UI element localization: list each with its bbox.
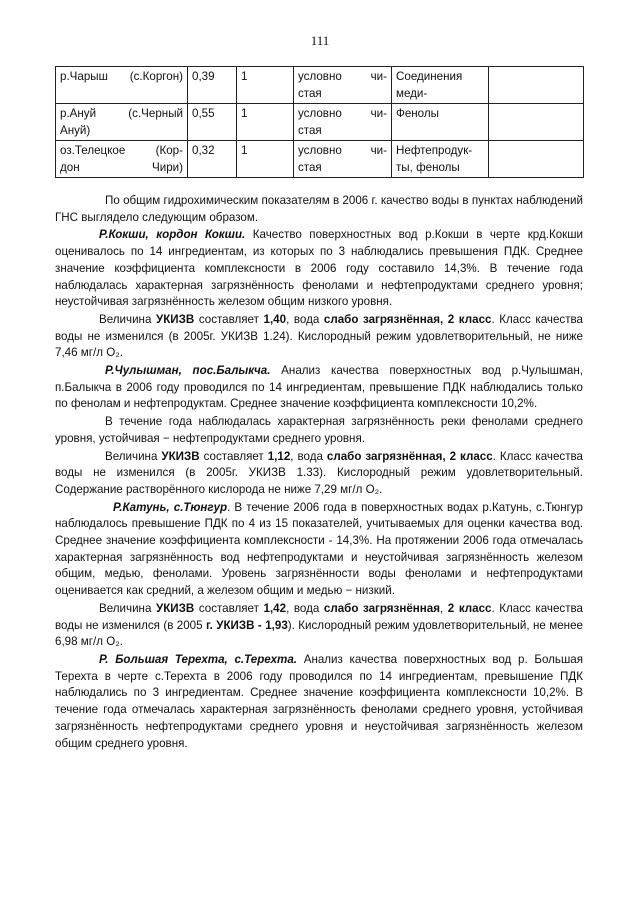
table-cell-pollutant: Соединения меди- [392,67,489,104]
table-cell-station: оз.Телецкое (Кор- дон Чири) [56,141,188,178]
section-chulyshman: Р.Чулышман, пос.Балыкча. Анализ качества поверхностных вод р.Чулышман, п.Балыкча в 2006 году проводился по 14 ингредиентам, превышение ПДК наблюдались только по фенолам и нефтепродуктам. Среднее значение коэффициента комплексности 10,2%. [55,364,583,411]
ukizv-kokshi: Величина УКИЗВ составляет 1,40, вода слабо загрязнённая, 2 класс. Класс качества воды не изменился (в 2005г. УКИЗВ 1.24). Кислородный режим удовлетворительный, не ниже 7,46 мг/л O₂. [55,312,583,360]
ukizv-katun: Величина УКИЗВ составляет 1,42, вода слабо загрязнённая, 2 класс. Класс качества воды не изменился (в 2005 г. УКИЗВ - 1,93). Кислородный режим удовлетворительный, не менее 6,98 мг/л O₂. [55,601,583,649]
section-bolshaya-terekhta: Р. Большая Терехта, с.Терехта. Анализ качества поверхностных вод р. Большая Терехта в черте с.Терехта в 2006 году проводился по 14 ингредиентам, превышение ПДК наблюдались по 3 ингредиентам. Среднее значение коэффициента комплексности 10,2%. В течение года отмечалась характерная загрязнённость фенолами среднего уровня, устойчивая загрязнённость нефтепродуктами среднего уровня и неустойчивая загрязнённость железом общим среднего уровня. [55,652,584,750]
table-cell-empty [489,67,584,104]
table-cell-class: 1 [237,104,294,141]
table-cell-status: условно чи- стая [294,104,392,141]
table-cell-pollutant: Нефтепродук- ты, фенолы [392,141,489,178]
table-cell-value: 0,55 [188,104,237,141]
page-number: 111 [310,33,330,48]
ukizv-chulyshman: Величина УКИЗВ составляет 1,12, вода слабо загрязнённая, 2 класс. Класс качества воды не изменился (в 2005г. УКИЗВ 1.33). Кислородный режим удовлетворительный. Содержание растворённого кислорода не ниже 7,29 мг/л O₂. [55,449,583,496]
intro-paragraph: По общим гидрохимическим показателям в 2006 г. качество воды в пунктах наблюдений ГНС выглядело следующим образом. [55,194,583,224]
table-cell-empty [489,104,584,141]
table-cell-pollutant: Фенолы [392,104,489,141]
table-cell-status: условно чи- стая [294,67,392,104]
section-katun: Р.Катунь, с.Тюнгур. В течение 2006 года в поверхностных водах р.Катунь, с.Тюнгур наблюдалось превышение ПДК по 4 из 15 показателей, учитываемых для оценки качества вод. Среднее значение коэффициента комплексности - 14,3%. На протяжении 2006 года отмечалась характерная загрязнённость вод нефтепродуктами и неустойчивая загрязнённость железом общим, медью, фенолами. Уровень загрязнённости воды фенолами и нефтепродуктами оценивается как средний, а железом общим и медью − низкий. [55,500,583,598]
table-cell-value: 0,32 [188,141,237,178]
section-title: Р.Кокши, кордон Кокши. [99,228,246,242]
table-row [56,104,584,141]
table-cell-empty [489,141,584,178]
table-cell-class: 1 [237,141,294,178]
table-row [56,67,584,104]
table-cell-station: р.Ануй (с.Черный Ануй) [56,104,188,141]
document-body [55,193,583,753]
section-title: Р. Большая Терехта, с.Терехта. [99,652,298,666]
table-row [56,141,584,178]
section-kokshi: Р.Кокши, кордон Кокши. Качество поверхностных вод р.Кокши в черте крд.Кокши оценивалось по 14 ингредиентам, из которых по 3 наблюдались превышения ПДК. Среднее значение коэффициента комплексности в 2006 году составило 14,3%. В течение года наблюдалась характерная загрязнённость фенолами и нефтепродуктами среднего уровня; неустойчивая загрязнённость железом общим низкого уровня. [55,228,584,309]
table-cell-status: условно чи- стая [294,141,392,178]
table-cell-value: 0,39 [188,67,237,104]
section-title: Р.Чулышман, пос.Балыкча. [105,364,271,378]
water-quality-table [55,66,584,178]
chulyshman-paragraph-2: В течение года наблюдалась характерная загрязнённость реки фенолами среднего уровня, устойчивая − нефтепродуктами среднего уровня. [55,415,583,445]
table-cell-station: р.Чарыш (с.Коргон) [56,67,188,104]
section-title: Р.Катунь, с.Тюнгур [113,500,228,514]
table-cell-class: 1 [237,67,294,104]
